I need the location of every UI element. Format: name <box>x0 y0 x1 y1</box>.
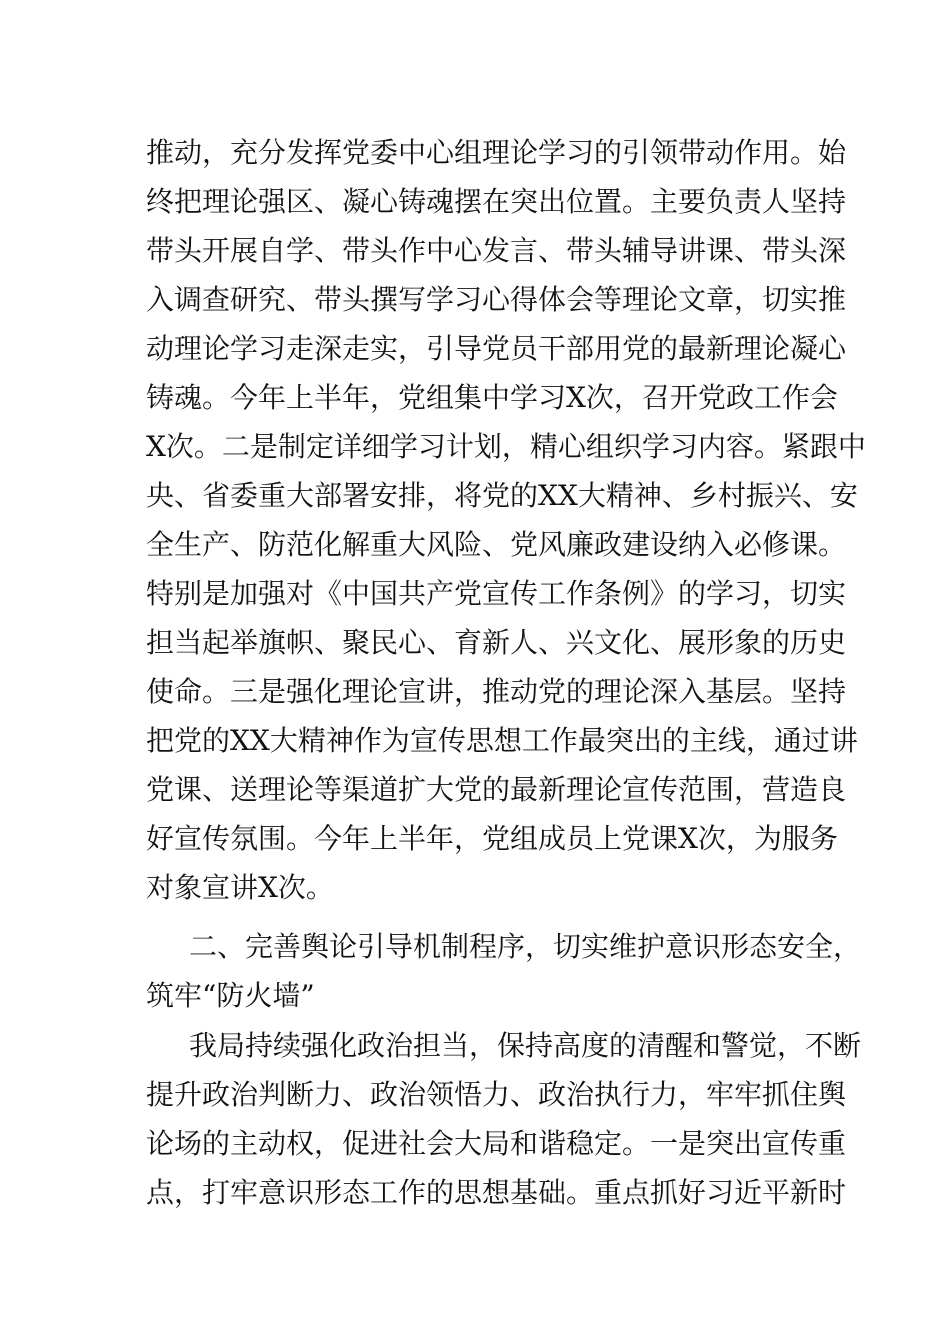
text-line: 入调查研究、带头撰写学习心得体会等理论文章，切实推 <box>146 283 847 316</box>
text-line: X次。二是制定详细学习计划，精心组织学习内容。紧跟中 <box>146 430 866 463</box>
text-line: 推动，充分发挥党委中心组理论学习的引领带动作用。始 <box>146 136 847 169</box>
text-line: 担当起举旗帜、聚民心、育新人、兴文化、展形象的历史 <box>146 626 847 659</box>
text-line: 铸魂。今年上半年，党组集中学习X次，召开党政工作会 <box>146 381 838 414</box>
text-line: 带头开展自学、带头作中心发言、带头辅导讲课、带头深 <box>146 234 847 267</box>
body-paragraph-1 <box>146 128 866 912</box>
body-paragraph-2 <box>146 1021 862 1217</box>
text-line: 点，打牢意识形态工作的思想基础。重点抓好习近平新时 <box>146 1176 847 1209</box>
text-line: 对象宣讲X次。 <box>146 871 334 904</box>
heading-line: 二、完善舆论引导机制程序，切实维护意识形态安全， <box>189 930 862 963</box>
text-line: 好宣传氛围。今年上半年，党组成员上党课X次，为服务 <box>146 822 838 855</box>
text-line: 我局持续强化政治担当，保持高度的清醒和警觉，不断 <box>189 1029 862 1062</box>
text-line: 全生产、防范化解重大风险、党风廉政建设纳入必修课。 <box>146 528 847 561</box>
text-line: 特别是加强对《中国共产党宣传工作条例》的学习，切实 <box>146 577 847 610</box>
heading-line: 筑牢“防火墙” <box>146 979 315 1012</box>
text-line: 终把理论强区、凝心铸魂摆在突出位置。主要负责人坚持 <box>146 185 847 218</box>
text-line: 使命。三是强化理论宣讲，推动党的理论深入基层。坚持 <box>146 675 847 708</box>
text-line: 党课、送理论等渠道扩大党的最新理论宣传范围，营造良 <box>146 773 847 806</box>
text-line: 动理论学习走深走实，引导党员干部用党的最新理论凝心 <box>146 332 847 365</box>
text-line: 把党的XX大精神作为宣传思想工作最突出的主线，通过讲 <box>146 724 858 757</box>
text-line: 论场的主动权，促进社会大局和谐稳定。一是突出宣传重 <box>146 1127 847 1160</box>
text-line: 提升政治判断力、政治领悟力、政治执行力，牢牢抓住舆 <box>146 1078 847 1111</box>
text-line: 央、省委重大部署安排，将党的XX大精神、乡村振兴、安 <box>146 479 858 512</box>
section-heading-2 <box>146 922 862 1020</box>
